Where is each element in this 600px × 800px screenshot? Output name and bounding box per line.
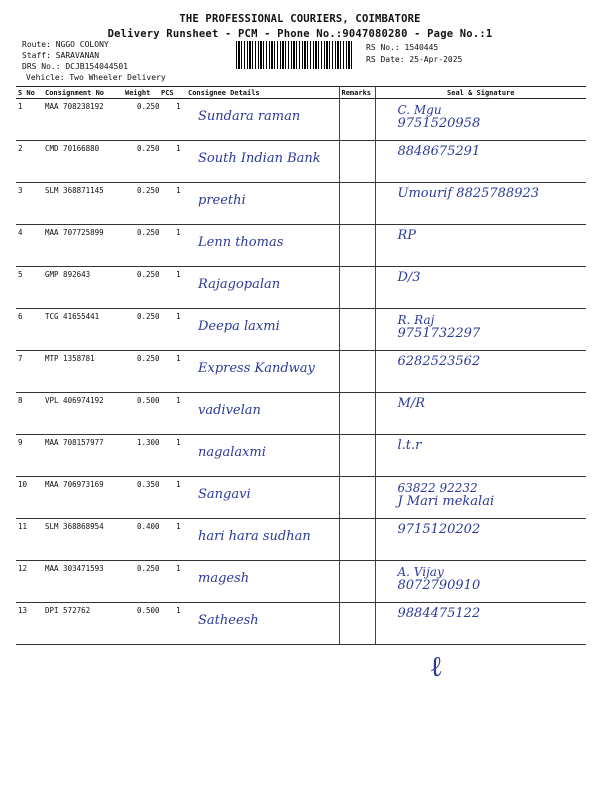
consignee-cell <box>186 183 339 225</box>
col-remarks: Remarks <box>339 87 375 99</box>
remarks-cell <box>339 393 375 435</box>
consignee-cell <box>186 351 339 393</box>
remarks-cell <box>339 519 375 561</box>
col-consignment: Consignment No <box>43 87 123 99</box>
signature <box>398 355 481 369</box>
weight-pcs-cell <box>123 225 186 267</box>
weight-value: 0.500 <box>137 606 160 615</box>
remarks-cell <box>339 267 375 309</box>
consignee-name: Rajagopalan <box>198 277 281 292</box>
consignment-cell: MAA 708238192 <box>43 99 123 141</box>
pcs-value: 1 <box>176 228 181 237</box>
signature-line1: R. Raj <box>397 313 435 327</box>
signature-line2: 8848675291 <box>397 144 481 159</box>
col-sno: S No <box>16 87 43 99</box>
consignee-name: magesh <box>198 571 250 586</box>
table-row <box>16 561 586 603</box>
weight-value: 0.250 <box>137 144 160 153</box>
pcs-value: 1 <box>176 564 181 573</box>
table-row <box>16 309 586 351</box>
weight-pcs-cell <box>123 603 186 645</box>
signature-cell <box>375 603 586 645</box>
table-row <box>16 519 586 561</box>
signature-cell <box>375 309 586 351</box>
company-title: THE PROFESSIONAL COURIERS, COIMBATORE <box>179 13 421 25</box>
signature-line2: RP <box>397 228 417 243</box>
weight-pcs-cell <box>123 309 186 351</box>
consignee-name: vadivelan <box>198 403 261 418</box>
pcs-value: 1 <box>176 438 181 447</box>
consignee-cell <box>186 435 339 477</box>
pcs-value: 1 <box>176 480 181 489</box>
remarks-cell <box>339 183 375 225</box>
consignee-cell <box>186 225 339 267</box>
sno-cell: 1 <box>16 99 43 141</box>
sno-cell: 11 <box>16 519 43 561</box>
pcs-value: 1 <box>176 396 181 405</box>
rs-number: RS No.: 1540445 <box>366 43 439 52</box>
consignee-cell <box>186 99 339 141</box>
pcs-value: 1 <box>176 186 181 195</box>
col-pcs: PCS <box>159 87 186 99</box>
pcs-value: 1 <box>176 354 181 363</box>
weight-value: 0.250 <box>137 354 160 363</box>
weight-pcs-cell <box>123 477 186 519</box>
consignment-cell: GMP 892643 <box>43 267 123 309</box>
table-row <box>16 435 586 477</box>
signature-line2: M/R <box>397 396 425 411</box>
signature <box>398 565 481 593</box>
col-consignee: Consignee Details <box>186 87 339 99</box>
consignee-cell <box>186 519 339 561</box>
sno-cell: 7 <box>16 351 43 393</box>
weight-pcs-cell <box>123 141 186 183</box>
weight-value: 0.350 <box>137 480 160 489</box>
weight-value: 0.250 <box>137 312 160 321</box>
vehicle-label: Vehicle: Two Wheeler Delivery <box>26 73 166 82</box>
signature-line1: C. Mgu <box>397 103 442 117</box>
signature <box>398 187 540 201</box>
sno-cell: 13 <box>16 603 43 645</box>
weight-pcs-cell <box>123 435 186 477</box>
consignee-cell <box>186 267 339 309</box>
rs-date: RS Date: 25-Apr-2025 <box>366 55 463 64</box>
sno-cell: 9 <box>16 435 43 477</box>
signature-line2: D/3 <box>397 270 421 285</box>
sno-cell: 3 <box>16 183 43 225</box>
consignment-cell: MAA 708157977 <box>43 435 123 477</box>
table-row <box>16 393 586 435</box>
signature-cell <box>375 519 586 561</box>
weight-value: 0.250 <box>137 564 160 573</box>
weight-value: 0.500 <box>137 396 160 405</box>
weight-pcs-cell <box>123 183 186 225</box>
signature <box>398 397 425 411</box>
table-row <box>16 183 586 225</box>
signature-cell <box>375 351 586 393</box>
table-row <box>16 351 586 393</box>
weight-value: 0.400 <box>137 522 160 531</box>
weight-value: 0.250 <box>137 186 160 195</box>
staff-label: Staff: SARAVANAN <box>22 51 100 60</box>
signature-cell <box>375 561 586 603</box>
signature-line2: l.t.r <box>397 438 422 453</box>
consignment-cell: MAA 707725899 <box>43 225 123 267</box>
signature-cell <box>375 141 586 183</box>
consignee-name: hari hara sudhan <box>198 529 311 544</box>
signature-cell <box>375 99 586 141</box>
runsheet-table <box>16 86 586 645</box>
route-label: Route: NGGO COLONY <box>22 40 109 49</box>
signature <box>398 313 481 341</box>
table-header-row <box>16 87 586 99</box>
consignee-name: Express Kandway <box>198 361 315 376</box>
signature-cell <box>375 183 586 225</box>
runsheet-title: Delivery Runsheet - PCM - Phone No.:9047080280 - Page No.:1 <box>107 28 493 40</box>
sno-cell: 5 <box>16 267 43 309</box>
barcode <box>236 41 354 69</box>
sno-cell: 10 <box>16 477 43 519</box>
signature <box>398 481 495 509</box>
signature-line2: 9715120202 <box>397 522 481 537</box>
pcs-value: 1 <box>176 144 181 153</box>
consignment-cell: MAA 303471593 <box>43 561 123 603</box>
weight-value: 1.300 <box>137 438 160 447</box>
consignee-name: nagalaxmi <box>198 445 266 460</box>
handwritten-mark: ℓ <box>427 649 445 684</box>
weight-pcs-cell <box>123 519 186 561</box>
weight-value: 0.250 <box>137 228 160 237</box>
sno-cell: 8 <box>16 393 43 435</box>
signature-cell <box>375 267 586 309</box>
consignee-name: Deepa laxmi <box>198 319 280 334</box>
consignee-cell <box>186 309 339 351</box>
consignee-name: preethi <box>198 193 246 208</box>
consignee-name: Sundara raman <box>198 109 301 124</box>
sno-cell: 4 <box>16 225 43 267</box>
remarks-cell <box>339 351 375 393</box>
signature-line2: 6282523562 <box>397 354 481 369</box>
col-weight: Weight <box>123 87 159 99</box>
table-row <box>16 477 586 519</box>
consignee-cell <box>186 603 339 645</box>
signature-line2: 8072790910 <box>397 578 481 593</box>
signature-cell <box>375 435 586 477</box>
pcs-value: 1 <box>176 312 181 321</box>
signature <box>398 229 417 243</box>
remarks-cell <box>339 225 375 267</box>
signature <box>398 271 421 285</box>
signature-line1: 63822 92232 <box>397 481 478 495</box>
signature-line2: 9751520958 <box>397 116 481 131</box>
signature-line2: 9751732297 <box>397 326 481 341</box>
sno-cell: 2 <box>16 141 43 183</box>
weight-pcs-cell <box>123 267 186 309</box>
signature-cell <box>375 393 586 435</box>
pcs-value: 1 <box>176 606 181 615</box>
weight-pcs-cell <box>123 99 186 141</box>
signature <box>398 145 481 159</box>
table-row <box>16 603 586 645</box>
remarks-cell <box>339 141 375 183</box>
consignment-cell: CMD 70166880 <box>43 141 123 183</box>
remarks-cell <box>339 561 375 603</box>
consignee-cell <box>186 141 339 183</box>
pcs-value: 1 <box>176 270 181 279</box>
consignment-cell: VPL 406974192 <box>43 393 123 435</box>
remarks-cell <box>339 477 375 519</box>
pcs-value: 1 <box>176 102 181 111</box>
signature-cell <box>375 225 586 267</box>
weight-pcs-cell <box>123 351 186 393</box>
consignment-cell: DPI 572762 <box>43 603 123 645</box>
weight-pcs-cell <box>123 561 186 603</box>
weight-value: 0.250 <box>137 102 160 111</box>
remarks-cell <box>339 435 375 477</box>
sno-cell: 12 <box>16 561 43 603</box>
table-row <box>16 99 586 141</box>
weight-value: 0.250 <box>137 270 160 279</box>
consignment-cell: SLM 368871145 <box>43 183 123 225</box>
consignee-name: Sangavi <box>198 487 251 502</box>
drs-number: DRS No.: DCJB154044501 <box>22 62 128 71</box>
signature-line2: 9884475122 <box>397 606 481 621</box>
signature-cell <box>375 477 586 519</box>
table-row <box>16 267 586 309</box>
consignee-cell <box>186 477 339 519</box>
signature-line2: J Mari mekalai <box>397 494 495 509</box>
consignment-cell: SLM 368868954 <box>43 519 123 561</box>
remarks-cell <box>339 309 375 351</box>
consignment-cell: MTP 1358781 <box>43 351 123 393</box>
pcs-value: 1 <box>176 522 181 531</box>
signature-line2: Umourif 8825788923 <box>397 186 540 201</box>
remarks-cell <box>339 603 375 645</box>
consignee-cell <box>186 561 339 603</box>
consignee-name: Satheesh <box>198 613 259 628</box>
consignee-name: Lenn thomas <box>198 235 284 250</box>
col-signature: Seal & Signature <box>375 87 586 99</box>
signature <box>398 439 422 453</box>
signature <box>398 523 481 537</box>
signature <box>398 607 481 621</box>
signature-line1: A. Vijay <box>397 565 444 579</box>
consignee-name: South Indian Bank <box>198 151 321 166</box>
consignment-cell: MAA 706973169 <box>43 477 123 519</box>
table-row <box>16 141 586 183</box>
signature <box>398 103 481 131</box>
remarks-cell <box>339 99 375 141</box>
consignment-cell: TCG 41655441 <box>43 309 123 351</box>
weight-pcs-cell <box>123 393 186 435</box>
consignee-cell <box>186 393 339 435</box>
table-row <box>16 225 586 267</box>
sno-cell: 6 <box>16 309 43 351</box>
